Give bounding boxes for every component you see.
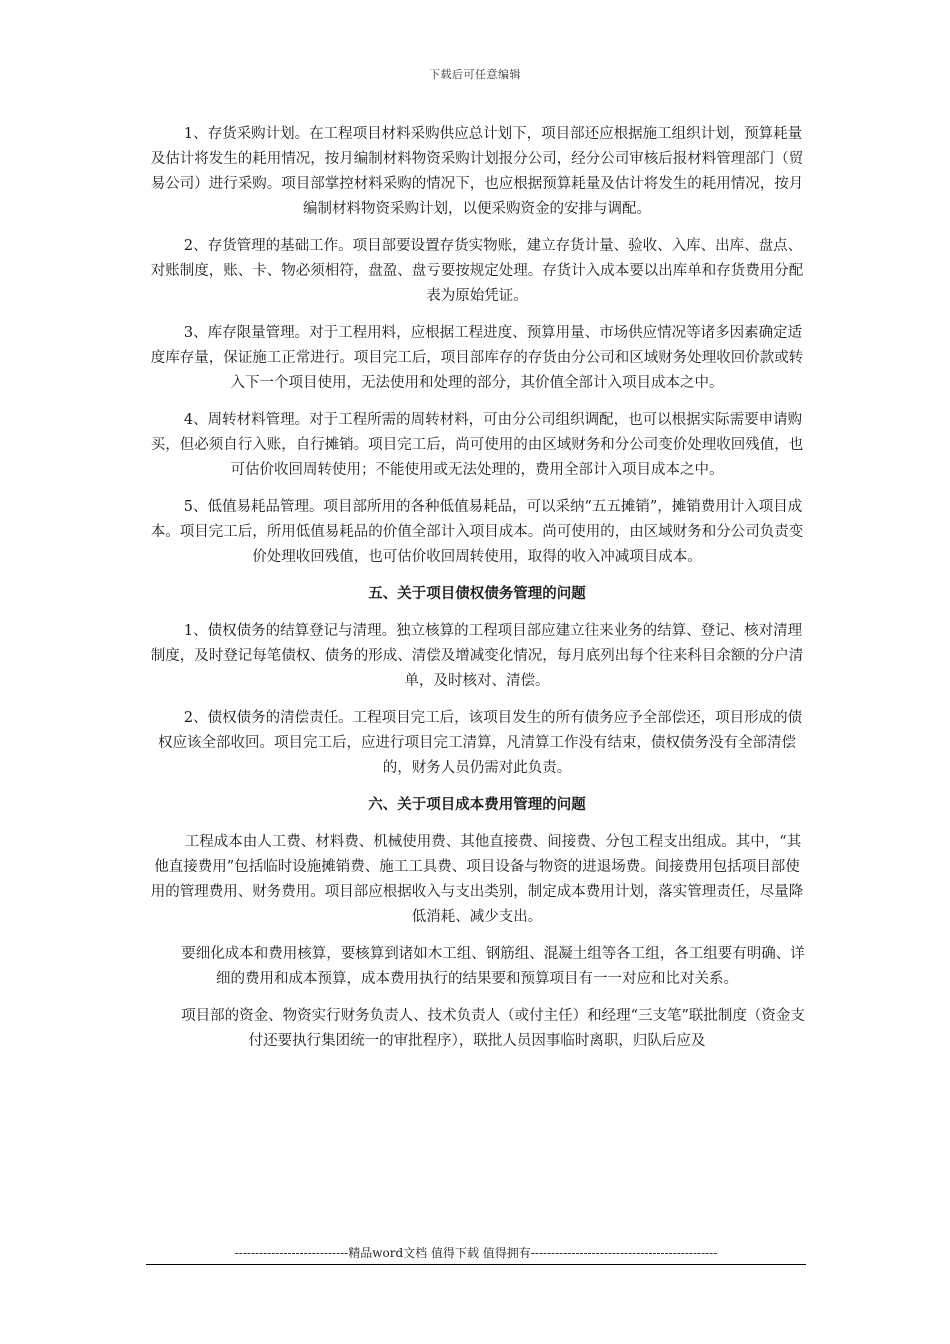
paragraph-text: 2、债权债务的清偿责任。工程项目完工后，该项目发生的所有债务应予全部偿还，项目形成的债权应该全部收回。项目完工后，应进行项目完工清算，凡清算工作没有结束，债权债务没有全部清偿的，财务人员仍需对此负责。	[158, 710, 803, 776]
paragraph-turnover-materials	[148, 408, 806, 483]
paragraph-text: 3、库存限量管理。对于工程用料，应根据工程进度、预算用量、市场供应情况等诸多因素确定适度库存量，保证施工正常进行。项目完工后，项目部库存的存货由分公司和区域财务处理收回价款或转入下一个项目使用，无法使用和处理的部分，其价值全部计入项目成本之中。	[150, 325, 804, 391]
paragraph-text: 5、低值易耗品管理。项目部所用的各种低值易耗品，可以采纳“五五摊销”，摊销费用计入项目成本。项目完工后，所用低值易耗品的价值全部计入项目成本。尚可使用的，由区域财务和分公司负责变价处理收回残值，也可估价收回周转使用，取得的收入冲减项目成本。	[150, 499, 804, 565]
paragraph-inventory-basic-work	[148, 234, 806, 309]
paragraph-stock-limit	[148, 321, 806, 396]
paragraph-text: 项目部的资金、物资实行财务负责人、技术负责人（或付主任）和经理“三支笔”联批制度（资金支付还要执行集团统一的审批程序），联批人员因事临时离职，归队后应及	[181, 1008, 805, 1049]
footer-divider	[146, 1264, 806, 1265]
section-heading-debt: 五、关于项目债权债务管理的问题	[368, 586, 586, 602]
paragraph-cost-composition	[148, 830, 806, 930]
paragraph-debt-settlement	[148, 619, 806, 694]
paragraph-inventory-purchase-plan	[148, 122, 806, 222]
paragraph-text: 4、周转材料管理。对于工程所需的周转材料，可由分公司组织调配，也可以根据实际需要申请购买，但必须自行入账，自行摊销。项目完工后，尚可使用的由区域财务和分公司变价处理收回残值，也可估价收回周转使用；不能使用或无法处理的，费用全部计入项目成本之中。	[150, 412, 804, 478]
paragraph-text: 2、存货管理的基础工作。项目部要设置存货实物账，建立存货计量、验收、入库、出库、盘点、对账制度，账、卡、物必须相符，盘盈、盘亏要按规定处理。存货计入成本要以出库单和存货费用分配表为原始凭证。	[150, 238, 804, 304]
paragraph-approval-system	[148, 1004, 806, 1054]
section-heading-cost: 六、关于项目成本费用管理的问题	[368, 797, 586, 813]
paragraph-debt-responsibility	[148, 706, 806, 781]
paragraph-text: 1、存货采购计划。在工程项目材料采购供应总计划下，项目部还应根据施工组织计划，预算耗量及估计将发生的耗用情况，按月编制材料物资采购计划报分公司，经分公司审核后报材料管理部门（贸易公司）进行采购。项目部掌控材料采购的情况下，也应根据预算耗量及估计将发生的耗用情况，按月编制材料物资采购计划，以便采购资金的安排与调配。	[150, 126, 804, 217]
page-footer: ----------------------------精品word文档 值得下载 值得拥有----------------------------------------------	[234, 1246, 718, 1260]
paragraph-low-value-consumables	[148, 495, 806, 570]
paragraph-text: 要细化成本和费用核算，要核算到诸如木工组、钢筋组、混凝土组等各工组，各工组要有明确、详细的费用和成本预算，成本费用执行的结果要和预算项目有一一对应和比对关系。	[181, 946, 805, 987]
paragraph-text: 工程成本由人工费、材料费、机械使用费、其他直接费、间接费、分包工程支出组成。其中，“其他直接费用”包括临时设施摊销费、施工工具费、项目设备与物资的进退场费。间接费用包括项目部使用的管理费用、财务费用。项目部应根据收入与支出类别，制定成本费用计划，落实管理责任，尽量降低消耗、减少支出。	[150, 834, 804, 925]
paragraph-cost-accounting	[148, 942, 806, 992]
page-header: 下载后可任意编辑	[429, 68, 521, 81]
document-body	[148, 122, 806, 1066]
paragraph-text: 1、债权债务的结算登记与清理。独立核算的工程项目部应建立往来业务的结算、登记、核对清理制度，及时登记每笔债权、债务的形成、清偿及增减变化情况，每月底列出每个往来科目余额的分户清单，及时核对、清偿。	[150, 623, 804, 689]
